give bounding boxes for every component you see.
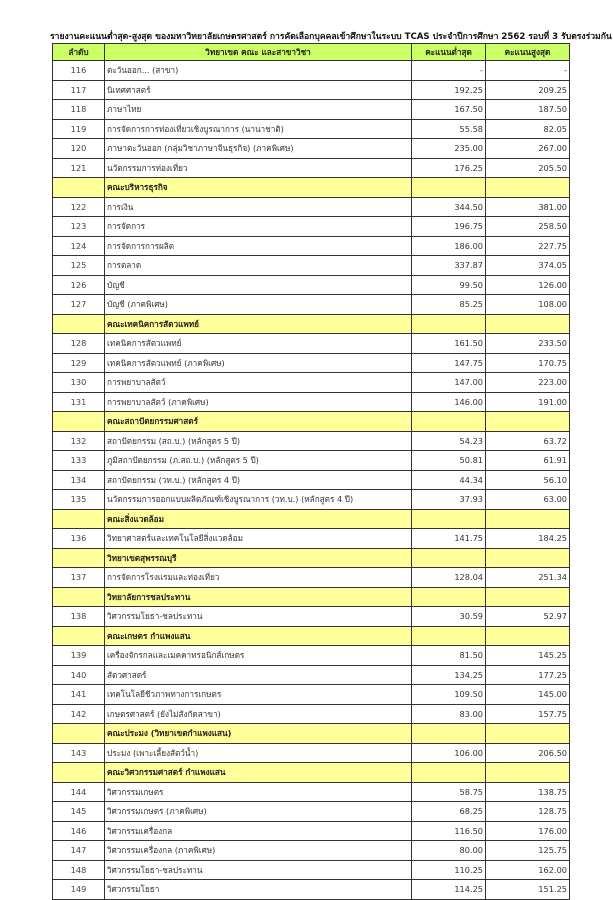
section-max-cell — [486, 548, 570, 568]
min-score: 141.75 — [412, 529, 486, 549]
program-name: วิทยาศาสตร์และเทคโนโลยีสิ่งแวดล้อม — [105, 529, 412, 549]
min-score: 235.00 — [412, 139, 486, 159]
program-name: เทคนิคการสัตวแพทย์ — [105, 334, 412, 354]
max-score: 52.97 — [486, 607, 570, 627]
max-score: 176.00 — [486, 821, 570, 841]
order-number: 147 — [53, 841, 105, 861]
max-score: 227.75 — [486, 236, 570, 256]
table-row — [53, 373, 570, 393]
program-name: สถาปัตยกรรม (วท.บ.) (หลักสูตร 4 ปี) — [105, 470, 412, 490]
section-name: คณะเกษตร กำแพงแสน — [105, 626, 412, 646]
max-score: 251.34 — [486, 568, 570, 588]
min-score: 147.75 — [412, 353, 486, 373]
order-number: 138 — [53, 607, 105, 627]
min-score: 176.25 — [412, 158, 486, 178]
order-number: 119 — [53, 119, 105, 139]
max-score: 374.05 — [486, 256, 570, 276]
program-name: นิเทศศาสตร์ — [105, 80, 412, 100]
min-score: 146.00 — [412, 392, 486, 412]
max-score: 63.00 — [486, 490, 570, 510]
max-score: 381.00 — [486, 197, 570, 217]
order-number: 133 — [53, 451, 105, 471]
section-row — [53, 509, 570, 529]
program-name: วิศวกรรมโยธา-ชลประทาน — [105, 607, 412, 627]
max-score: 191.00 — [486, 392, 570, 412]
max-score: 63.72 — [486, 431, 570, 451]
min-score: 68.25 — [412, 802, 486, 822]
min-score: 337.87 — [412, 256, 486, 276]
program-name: วิศวกรรมเครื่องกล — [105, 821, 412, 841]
min-score: 58.75 — [412, 782, 486, 802]
order-number: 140 — [53, 665, 105, 685]
section-name: คณะประมง (วิทยาเขตกำแพงแสน) — [105, 724, 412, 744]
section-row — [53, 587, 570, 607]
table-row — [53, 275, 570, 295]
section-row — [53, 626, 570, 646]
max-score: 61.91 — [486, 451, 570, 471]
table-row — [53, 490, 570, 510]
order-number: 142 — [53, 704, 105, 724]
table-row — [53, 256, 570, 276]
min-score: 128.04 — [412, 568, 486, 588]
table-row — [53, 685, 570, 705]
order-number: 135 — [53, 490, 105, 510]
table-row — [53, 119, 570, 139]
table-row — [53, 139, 570, 159]
order-number: 139 — [53, 646, 105, 666]
order-number: 134 — [53, 470, 105, 490]
min-score: 54.23 — [412, 431, 486, 451]
order-number: 145 — [53, 802, 105, 822]
order-number: 121 — [53, 158, 105, 178]
section-min-cell — [412, 587, 486, 607]
table-row — [53, 665, 570, 685]
order-number: 123 — [53, 217, 105, 237]
max-score: 206.50 — [486, 743, 570, 763]
min-score: 147.00 — [412, 373, 486, 393]
table-row — [53, 880, 570, 900]
table-row — [53, 217, 570, 237]
section-order-cell — [53, 178, 105, 198]
max-score: 145.00 — [486, 685, 570, 705]
order-number: 125 — [53, 256, 105, 276]
table-row — [53, 743, 570, 763]
table-row — [53, 568, 570, 588]
program-name: ภาษาไทย — [105, 100, 412, 120]
max-score: 205.50 — [486, 158, 570, 178]
max-score: 184.25 — [486, 529, 570, 549]
program-name: ภูมิสถาปัตยกรรม (ภ.สถ.บ.) (หลักสูตร 5 ปี) — [105, 451, 412, 471]
table-row — [53, 431, 570, 451]
program-name: วิศวกรรมเกษตร — [105, 782, 412, 802]
table-row — [53, 704, 570, 724]
table-row — [53, 392, 570, 412]
min-score: 114.25 — [412, 880, 486, 900]
order-number: 124 — [53, 236, 105, 256]
order-number: 137 — [53, 568, 105, 588]
order-number: 131 — [53, 392, 105, 412]
min-score: 99.50 — [412, 275, 486, 295]
max-score: 125.75 — [486, 841, 570, 861]
program-name: สถาปัตยกรรม (สถ.บ.) (หลักสูตร 5 ปี) — [105, 431, 412, 451]
header-order: ลำดับ — [53, 44, 105, 61]
section-name: คณะเทคนิคการสัตวแพทย์ — [105, 314, 412, 334]
table-row — [53, 158, 570, 178]
program-name: การตลาด — [105, 256, 412, 276]
section-name: วิทยาลัยการชลประทาน — [105, 587, 412, 607]
program-name: บัญชี (ภาคพิเศษ) — [105, 295, 412, 315]
report-title: รายงานคะแนนต่ำสุด-สูงสุด ของมหาวิทยาลัยเกษตรศาสตร์ การคัดเลือกบุคคลเข้าศึกษาในระบบ TCAS ประจำปีการศึกษา 2562 รอบที่ 3 รับตรงร่วมกัน — [50, 32, 612, 42]
section-max-cell — [486, 763, 570, 783]
order-number: 118 — [53, 100, 105, 120]
section-row — [53, 724, 570, 744]
section-name: คณะสิ่งแวดล้อม — [105, 509, 412, 529]
max-score: 209.25 — [486, 80, 570, 100]
section-min-cell — [412, 178, 486, 198]
program-name: ภาษาตะวันออก (กลุ่มวิชาภาษาจีนธุรกิจ) (ภาคพิเศษ) — [105, 139, 412, 159]
section-order-cell — [53, 626, 105, 646]
section-max-cell — [486, 626, 570, 646]
section-max-cell — [486, 178, 570, 198]
table-header-row — [53, 44, 570, 61]
min-score: 109.50 — [412, 685, 486, 705]
table-row — [53, 236, 570, 256]
program-name: นวัตกรรมการออกแบบผลิตภัณฑ์เชิงบูรณาการ (วท.บ.) (หลักสูตร 4 ปี) — [105, 490, 412, 510]
order-number: 126 — [53, 275, 105, 295]
header-min-score: คะแนนต่ำสุด — [412, 44, 486, 61]
max-score: 138.75 — [486, 782, 570, 802]
table-row — [53, 821, 570, 841]
section-name: คณะบริหารธุรกิจ — [105, 178, 412, 198]
section-min-cell — [412, 509, 486, 529]
order-number: 116 — [53, 61, 105, 81]
program-name: การเงิน — [105, 197, 412, 217]
table-row — [53, 295, 570, 315]
table-row — [53, 802, 570, 822]
order-number: 149 — [53, 880, 105, 900]
program-name: วิศวกรรมโยธา — [105, 880, 412, 900]
section-max-cell — [486, 509, 570, 529]
section-min-cell — [412, 412, 486, 432]
program-name: ประมง (เพาะเลี้ยงสัตว์น้ำ) — [105, 743, 412, 763]
min-score: 167.50 — [412, 100, 486, 120]
min-score: 106.00 — [412, 743, 486, 763]
max-score: 151.25 — [486, 880, 570, 900]
section-row — [53, 412, 570, 432]
min-score: - — [412, 61, 486, 81]
program-name: บัญชี — [105, 275, 412, 295]
section-min-cell — [412, 314, 486, 334]
min-score: 186.00 — [412, 236, 486, 256]
section-name: คณะสถาปัตยกรรมศาสตร์ — [105, 412, 412, 432]
min-score: 161.50 — [412, 334, 486, 354]
program-name: วิศวกรรมโยธา-ชลประทาน — [105, 860, 412, 880]
program-name: ตะวันออก... (สาขา) — [105, 61, 412, 81]
program-name: เทคโนโลยีชีวภาพทางการเกษตร — [105, 685, 412, 705]
max-score: 162.00 — [486, 860, 570, 880]
max-score: 145.25 — [486, 646, 570, 666]
max-score: 187.50 — [486, 100, 570, 120]
table-row — [53, 607, 570, 627]
max-score: 56.10 — [486, 470, 570, 490]
section-name: คณะวิศวกรรมศาสตร์ กำแพงแสน — [105, 763, 412, 783]
min-score: 83.00 — [412, 704, 486, 724]
section-order-cell — [53, 587, 105, 607]
order-number: 129 — [53, 353, 105, 373]
program-name: เกษตรศาสตร์ (ยังไม่สังกัดสาขา) — [105, 704, 412, 724]
min-score: 50.81 — [412, 451, 486, 471]
section-name: วิทยาเขตสุพรรณบุรี — [105, 548, 412, 568]
program-name: วิศวกรรมเกษตร (ภาคพิเศษ) — [105, 802, 412, 822]
table-row — [53, 61, 570, 81]
order-number: 148 — [53, 860, 105, 880]
max-score: 126.00 — [486, 275, 570, 295]
section-min-cell — [412, 724, 486, 744]
table-row — [53, 451, 570, 471]
program-name: เทคนิคการสัตวแพทย์ (ภาคพิเศษ) — [105, 353, 412, 373]
table-row — [53, 334, 570, 354]
section-min-cell — [412, 763, 486, 783]
program-name: สัตวศาสตร์ — [105, 665, 412, 685]
section-min-cell — [412, 548, 486, 568]
min-score: 81.50 — [412, 646, 486, 666]
min-score: 85.25 — [412, 295, 486, 315]
max-score: - — [486, 61, 570, 81]
order-number: 146 — [53, 821, 105, 841]
program-name: นวัตกรรมการท่องเที่ยว — [105, 158, 412, 178]
program-name: การจัดการ — [105, 217, 412, 237]
program-name: เครื่องจักรกลและเมคคาทรอนิกส์เกษตร — [105, 646, 412, 666]
max-score: 157.75 — [486, 704, 570, 724]
scores-table — [52, 43, 570, 900]
max-score: 108.00 — [486, 295, 570, 315]
order-number: 117 — [53, 80, 105, 100]
min-score: 116.50 — [412, 821, 486, 841]
table-row — [53, 646, 570, 666]
order-number: 120 — [53, 139, 105, 159]
table-body — [53, 61, 570, 900]
section-order-cell — [53, 509, 105, 529]
header-program: วิทยาเขต คณะ และสาขาวิชา — [105, 44, 412, 61]
order-number: 136 — [53, 529, 105, 549]
min-score: 80.00 — [412, 841, 486, 861]
program-name: การพยาบาลสัตว์ — [105, 373, 412, 393]
max-score: 82.05 — [486, 119, 570, 139]
section-order-cell — [53, 724, 105, 744]
section-row — [53, 763, 570, 783]
section-max-cell — [486, 314, 570, 334]
min-score: 37.93 — [412, 490, 486, 510]
section-row — [53, 178, 570, 198]
max-score: 170.75 — [486, 353, 570, 373]
min-score: 110.25 — [412, 860, 486, 880]
program-name: การจัดการการผลิต — [105, 236, 412, 256]
table-row — [53, 80, 570, 100]
min-score: 134.25 — [412, 665, 486, 685]
table-row — [53, 100, 570, 120]
section-min-cell — [412, 626, 486, 646]
program-name: การจัดการโรงแรมและท่องเที่ยว — [105, 568, 412, 588]
order-number: 128 — [53, 334, 105, 354]
table-row — [53, 470, 570, 490]
order-number: 122 — [53, 197, 105, 217]
min-score: 344.50 — [412, 197, 486, 217]
max-score: 233.50 — [486, 334, 570, 354]
max-score: 128.75 — [486, 802, 570, 822]
min-score: 44.34 — [412, 470, 486, 490]
table-row — [53, 841, 570, 861]
header-max-score: คะแนนสูงสุด — [486, 44, 570, 61]
max-score: 177.25 — [486, 665, 570, 685]
section-order-cell — [53, 763, 105, 783]
section-row — [53, 314, 570, 334]
order-number: 143 — [53, 743, 105, 763]
program-name: การจัดการการท่องเที่ยวเชิงบูรณาการ (นานาชาติ) — [105, 119, 412, 139]
min-score: 196.75 — [412, 217, 486, 237]
program-name: การพยาบาลสัตว์ (ภาคพิเศษ) — [105, 392, 412, 412]
table-row — [53, 197, 570, 217]
section-max-cell — [486, 412, 570, 432]
min-score: 192.25 — [412, 80, 486, 100]
max-score: 223.00 — [486, 373, 570, 393]
section-order-cell — [53, 412, 105, 432]
section-max-cell — [486, 587, 570, 607]
max-score: 267.00 — [486, 139, 570, 159]
table-row — [53, 353, 570, 373]
program-name: วิศวกรรมเครื่องกล (ภาคพิเศษ) — [105, 841, 412, 861]
order-number: 144 — [53, 782, 105, 802]
order-number: 141 — [53, 685, 105, 705]
table-row — [53, 782, 570, 802]
min-score: 55.58 — [412, 119, 486, 139]
min-score: 30.59 — [412, 607, 486, 627]
order-number: 130 — [53, 373, 105, 393]
order-number: 132 — [53, 431, 105, 451]
order-number: 127 — [53, 295, 105, 315]
section-max-cell — [486, 724, 570, 744]
section-row — [53, 548, 570, 568]
max-score: 258.50 — [486, 217, 570, 237]
section-order-cell — [53, 314, 105, 334]
table-row — [53, 529, 570, 549]
section-order-cell — [53, 548, 105, 568]
